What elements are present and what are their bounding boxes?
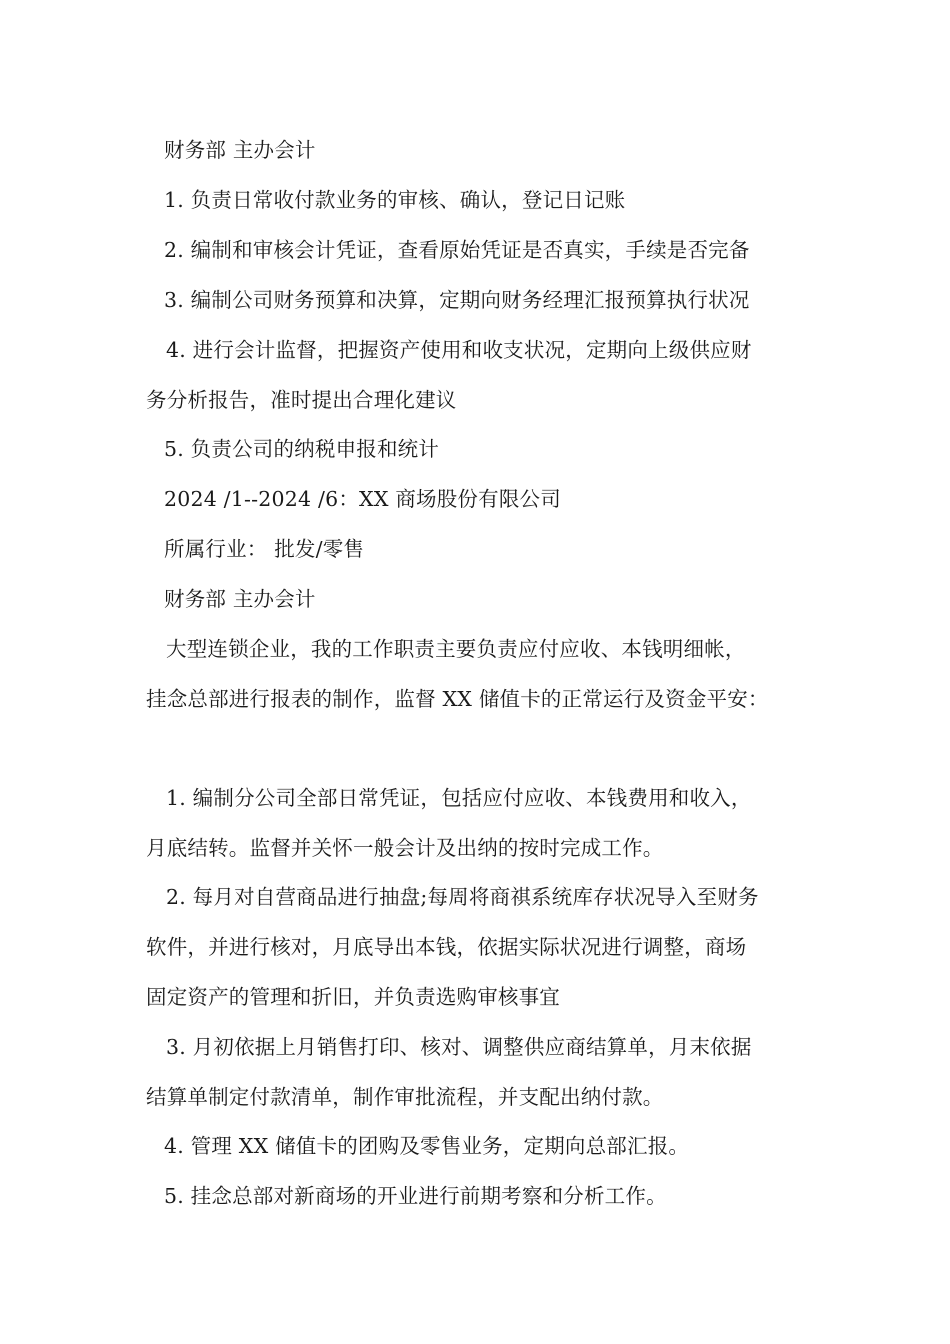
task-item-1: 1. 编制分公司全部日常凭证，包括应付应收、本钱费用和收入， <box>166 786 752 810</box>
task-item-1-continued: 月底结转。监督并关怀一般会计及出纳的按时完成工作。 <box>146 836 664 860</box>
duty-item-5: 5. 负责公司的纳税申报和统计 <box>164 437 440 461</box>
section-heading-finance-dept-2: 财务部 主办会计 <box>164 587 316 611</box>
duty-item-2: 2. 编制和审核会计凭证，查看原始凭证是否真实，手续是否完备 <box>164 238 750 262</box>
task-item-3-continued: 结算单制定付款清单，制作审批流程，并支配出纳付款。 <box>146 1085 664 1109</box>
duty-item-4-continued: 务分析报告，准时提出合理化建议 <box>146 388 457 412</box>
responsibility-summary-continued: 挂念总部进行报表的制作，监督 XX 储值卡的正常运行及资金平安： <box>146 687 769 711</box>
task-item-2-continued-b: 固定资产的管理和折旧，并负责选购审核事宜 <box>146 985 560 1009</box>
duty-item-4: 4. 进行会计监督，把握资产使用和收支状况，定期向上级供应财 <box>166 338 752 362</box>
section-heading-finance-dept-1: 财务部 主办会计 <box>164 138 316 162</box>
task-item-5: 5. 挂念总部对新商场的开业进行前期考察和分析工作。 <box>164 1184 667 1208</box>
responsibility-summary: 大型连锁企业，我的工作职责主要负责应付应收、本钱明细帐， <box>166 637 746 661</box>
employment-period: 2024 /1--2024 /6：XX 商场股份有限公司 <box>164 487 561 511</box>
task-item-3: 3. 月初依据上月销售打印、核对、调整供应商结算单，月末依据 <box>166 1035 752 1059</box>
task-item-4: 4. 管理 XX 储值卡的团购及零售业务，定期向总部汇报。 <box>164 1134 690 1158</box>
industry-line: 所属行业： 批发/零售 <box>164 537 365 561</box>
duty-item-1: 1. 负责日常收付款业务的审核、确认，登记日记账 <box>164 188 626 212</box>
task-item-2: 2. 每月对自营商品进行抽盘;每周将商祺系统库存状况导入至财务 <box>166 885 759 909</box>
task-item-2-continued-a: 软件，并进行核对，月底导出本钱，依据实际状况进行调整，商场 <box>146 935 747 959</box>
duty-item-3: 3. 编制公司财务预算和决算，定期向财务经理汇报预算执行状况 <box>164 288 750 312</box>
